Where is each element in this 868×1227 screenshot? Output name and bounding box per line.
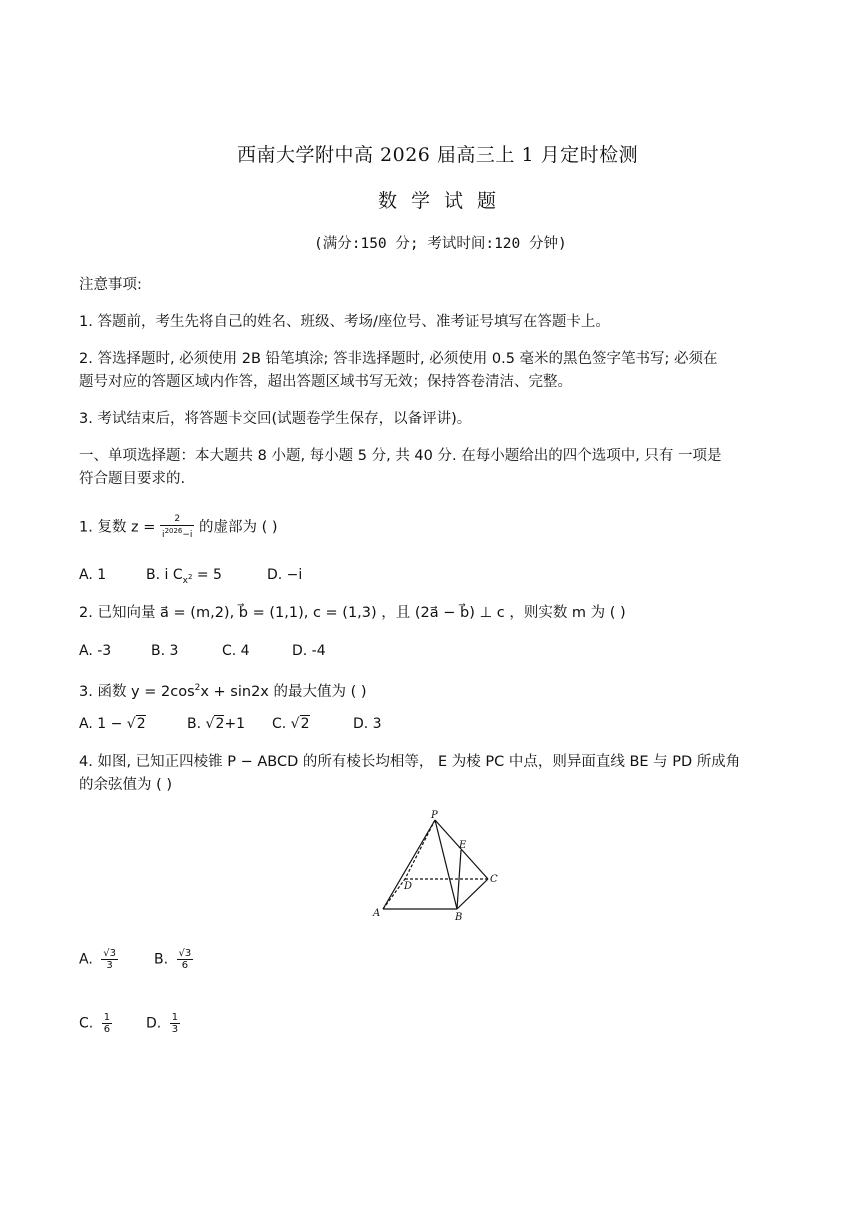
- q2-option-b: B. 3: [151, 643, 179, 659]
- exam-info: (满分:150 分; 考试时间:120 分钟): [314, 236, 567, 252]
- q1-optb-sub: x2: [182, 572, 193, 586]
- question-3: [79, 678, 367, 702]
- q3-suffix: x + sin2x 的最大值为 ( ): [200, 683, 367, 700]
- exam-subtitle: 数学试题: [378, 190, 511, 212]
- section-1-line-1: 一、单项选择题：本大题共 8 小题, 每小题 5 分, 共 40 分. 在每小题给出的四个选项中, 只有 一项是: [79, 448, 722, 464]
- q1-optb-pre: B. i C: [146, 567, 183, 583]
- edge-BC: [457, 879, 488, 909]
- exam-title: 西南大学附中高 2026 届高三上 1 月定时检测: [237, 144, 639, 166]
- q3-option-d: D. 3: [353, 716, 382, 732]
- label-D: D: [404, 881, 413, 892]
- q3-option-c: C. √2: [272, 716, 310, 732]
- q3-exp: 2: [194, 683, 201, 693]
- pyramid-figure: [365, 808, 505, 923]
- q1-frac-den: [160, 526, 194, 541]
- question-1: [79, 514, 278, 541]
- q1-optb-post: = 5: [192, 567, 222, 583]
- q1-option-b: [146, 567, 222, 586]
- question-4-line-2: 的余弦值为 ( ): [79, 777, 173, 793]
- q1-den-base: i: [162, 530, 165, 540]
- q1-prefix: 1. 复数 z =: [79, 519, 156, 536]
- q3-option-b: B. √2+1: [187, 716, 245, 732]
- q1-fraction: [160, 514, 194, 541]
- q2-option-d: D. -4: [292, 643, 326, 659]
- q4-option-b: B. $\frac{√3}{6}$: [154, 948, 192, 971]
- q3-prefix: 3. 函数 y = 2cos: [79, 683, 195, 700]
- note-2-line-1: 2. 答选择题时, 必须使用 2B 铅笔填涂; 答非选择题时, 必须使用 0.5 毫米的黑色签字笔书写; 必须在: [79, 351, 718, 367]
- q1-frac-num: 2: [160, 514, 194, 526]
- edge-PB: [435, 820, 457, 909]
- label-C: C: [490, 874, 498, 885]
- q1-suffix: 的虚部为 ( ): [199, 519, 278, 536]
- note-2-line-2: 题号对应的答题区域内作答，超出答题区域书写无效；保持答卷清洁、完整。: [79, 374, 572, 390]
- label-E: E: [459, 840, 467, 851]
- note-3: 3. 考试结束后，将答题卡交回(试题卷学生保存，以备评讲)。: [79, 411, 472, 427]
- q1-option-d: D. −i: [267, 567, 303, 583]
- q3-option-a: A. 1 − √2: [79, 716, 146, 732]
- label-B: B: [455, 912, 463, 923]
- q4-option-c: C. $\frac{1}{6}$: [79, 1012, 111, 1035]
- q2-option-a: A. -3: [79, 643, 112, 659]
- q2-option-c: C. 4: [222, 643, 250, 659]
- edge-PA: [383, 820, 435, 909]
- notes-heading: 注意事项:: [79, 277, 142, 293]
- q1-option-a: A. 1: [79, 567, 107, 583]
- label-P: P: [431, 810, 438, 821]
- q1-den-exp: 2026: [164, 527, 183, 535]
- question-4-line-1: 4. 如图, 已知正四棱锥 P − ABCD 的所有棱长均相等， E 为棱 PC 中点，则异面直线 BE 与 PD 所成角: [79, 754, 741, 770]
- q1-den-tail: −i: [182, 530, 193, 540]
- question-2: 2. 已知向量 a⃗ = (m,2), b⃗ = (1,1), c = (1,3) ，且 (2a⃗ − b⃗) ⊥ c ，则实数 m 为 ( ): [79, 605, 626, 621]
- q4-option-a: A. $\frac{√3}{3}$: [79, 948, 116, 971]
- label-A: A: [373, 908, 381, 919]
- note-1: 1. 答题前，考生先将自己的姓名、班级、考场/座位号、准考证号填写在答题卡上。: [79, 314, 610, 330]
- q4-option-d: D. $\frac{1}{3}$: [146, 1012, 179, 1035]
- section-1-line-2: 符合题目要求的.: [79, 471, 186, 487]
